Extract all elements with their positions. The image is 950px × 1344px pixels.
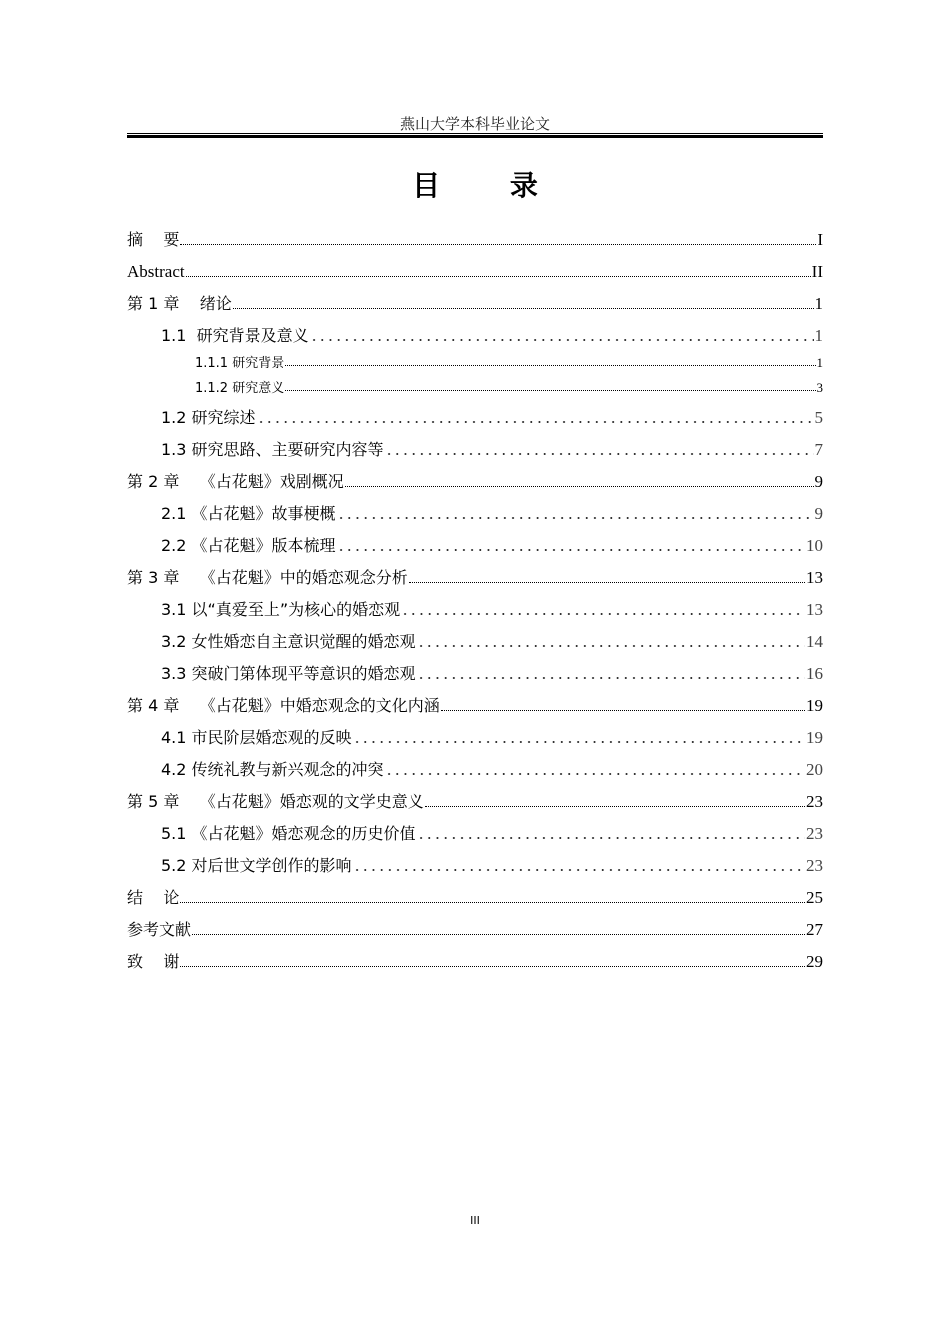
toc-entry-label: 5.1 《占花魁》婚恋观念的历史价值: [161, 824, 416, 843]
toc-entry-page: 19: [806, 696, 823, 715]
toc-entry-label: 摘 要: [127, 230, 180, 249]
toc-entry-label: 3.1 以“真爱至上”为核心的婚恋观: [161, 600, 401, 619]
toc-entry[interactable]: [127, 428, 823, 460]
toc-entry-label: 第 5 章 《占花魁》婚恋观的文学史意义: [127, 792, 424, 811]
toc-entry-page: II: [811, 262, 823, 281]
dot-leader: [180, 902, 805, 903]
toc-entry[interactable]: [127, 218, 823, 250]
toc-entry-label: 第 3 章 《占花魁》中的婚恋观念分析: [127, 568, 408, 587]
toc-entry-page: 14: [806, 632, 823, 651]
page-title: 目 录: [412, 169, 568, 202]
dot-leader: [353, 869, 805, 871]
toc-entry[interactable]: [127, 684, 823, 716]
dot-leader: [441, 710, 805, 711]
toc-entry[interactable]: [127, 812, 823, 844]
header-rule-thick: [127, 135, 823, 138]
toc-entry-label: 4.1 市民阶层婚恋观的反映: [161, 728, 352, 747]
toc-entry-page: I: [817, 230, 823, 249]
dot-leader: [285, 390, 815, 391]
toc-entry-page: 7: [814, 440, 823, 459]
toc-entry[interactable]: [127, 371, 823, 396]
toc-entry-page: 9: [814, 504, 823, 523]
dot-leader: [401, 613, 805, 615]
toc-entry-label: 2.2 《占花魁》版本梳理: [161, 536, 336, 555]
toc-entry-page: 25: [806, 888, 823, 907]
toc-entry[interactable]: [127, 492, 823, 524]
dot-leader: [310, 339, 814, 341]
toc-entry-label: 第 4 章 《占花魁》中婚恋观念的文化内涵: [127, 696, 440, 715]
toc-entry-label: 2.1 《占花魁》故事梗概: [161, 504, 336, 523]
dot-leader: [337, 549, 805, 551]
page-number: III: [470, 1214, 480, 1227]
dot-leader: [417, 677, 805, 679]
toc-entry-page: 5: [814, 408, 823, 427]
toc-entry[interactable]: [127, 314, 823, 346]
toc-entry-page: 1: [816, 355, 823, 370]
toc-entry-page: 1: [814, 294, 823, 313]
dot-leader: [257, 421, 814, 423]
toc-entry-label: 1.3 研究思路、主要研究内容等: [161, 440, 384, 459]
toc-entry-page: 16: [806, 664, 823, 683]
toc-entry-label: 结 论: [127, 888, 180, 907]
toc-entry-label: 1.1.2 研究意义: [195, 381, 285, 396]
dot-leader: [192, 934, 805, 935]
dot-leader: [409, 582, 805, 583]
toc-entry[interactable]: [127, 282, 823, 314]
toc-entry[interactable]: [127, 556, 823, 588]
toc-entry[interactable]: [127, 346, 823, 371]
toc-entry-label: 参考文献: [127, 920, 192, 939]
toc-entry-label: Abstract: [127, 262, 185, 281]
dot-leader: [417, 645, 805, 647]
toc-entry[interactable]: [127, 876, 823, 908]
toc-entry[interactable]: [127, 524, 823, 556]
toc-entry-page: 19: [806, 728, 823, 747]
toc-entry-label: 1.1.1 研究背景: [195, 356, 285, 371]
toc-entry-page: 13: [806, 600, 823, 619]
dot-leader: [180, 244, 816, 245]
toc-entry-label: 1.2 研究综述: [161, 408, 256, 427]
toc-entry-page: 29: [806, 952, 823, 971]
dot-leader: [186, 276, 811, 277]
toc-entry-page: 9: [814, 472, 823, 491]
toc-entry[interactable]: [127, 748, 823, 780]
toc-entry[interactable]: [127, 780, 823, 812]
toc-entry[interactable]: [127, 460, 823, 492]
toc-entry-label: 3.2 女性婚恋自主意识觉醒的婚恋观: [161, 632, 416, 651]
toc-entry-page: 20: [806, 760, 823, 779]
running-header: 燕山大学本科毕业论文: [399, 117, 550, 133]
toc-entry-page: 13: [806, 568, 823, 587]
toc-entry[interactable]: [127, 652, 823, 684]
toc-entry-label: 1.1 研究背景及意义: [161, 326, 309, 345]
toc-entry-label: 4.2 传统礼教与新兴观念的冲突: [161, 760, 384, 779]
toc-entry[interactable]: [127, 940, 823, 972]
toc-entry-page: 1: [814, 326, 823, 345]
toc-entry[interactable]: [127, 844, 823, 876]
toc-entry[interactable]: [127, 620, 823, 652]
toc-entry-page: 3: [816, 380, 823, 395]
header-rule-thin: [127, 133, 823, 134]
toc-entry-page: 10: [806, 536, 823, 555]
toc-entry-label: 3.3 突破门第体现平等意识的婚恋观: [161, 664, 416, 683]
toc-entry[interactable]: [127, 716, 823, 748]
table-of-contents: [127, 218, 823, 972]
dot-leader: [353, 741, 805, 743]
toc-entry[interactable]: [127, 908, 823, 940]
dot-leader: [180, 966, 805, 967]
dot-leader: [417, 837, 805, 839]
dot-leader: [285, 365, 815, 366]
dot-leader: [425, 806, 805, 807]
toc-entry[interactable]: [127, 588, 823, 620]
toc-entry-page: 23: [806, 856, 823, 875]
toc-entry-label: 致 谢: [127, 952, 180, 971]
dot-leader: [233, 308, 814, 309]
toc-entry-label: 第 1 章 绪论: [127, 294, 232, 313]
dot-leader: [385, 453, 814, 455]
dot-leader: [337, 517, 814, 519]
toc-entry-label: 第 2 章 《占花魁》戏剧概况: [127, 472, 344, 491]
toc-entry[interactable]: [127, 250, 823, 282]
toc-entry-page: 23: [806, 824, 823, 843]
toc-entry-page: 23: [806, 792, 823, 811]
toc-entry[interactable]: [127, 396, 823, 428]
dot-leader: [345, 486, 814, 487]
dot-leader: [385, 773, 805, 775]
toc-entry-page: 27: [806, 920, 823, 939]
toc-entry-label: 5.2 对后世文学创作的影响: [161, 856, 352, 875]
